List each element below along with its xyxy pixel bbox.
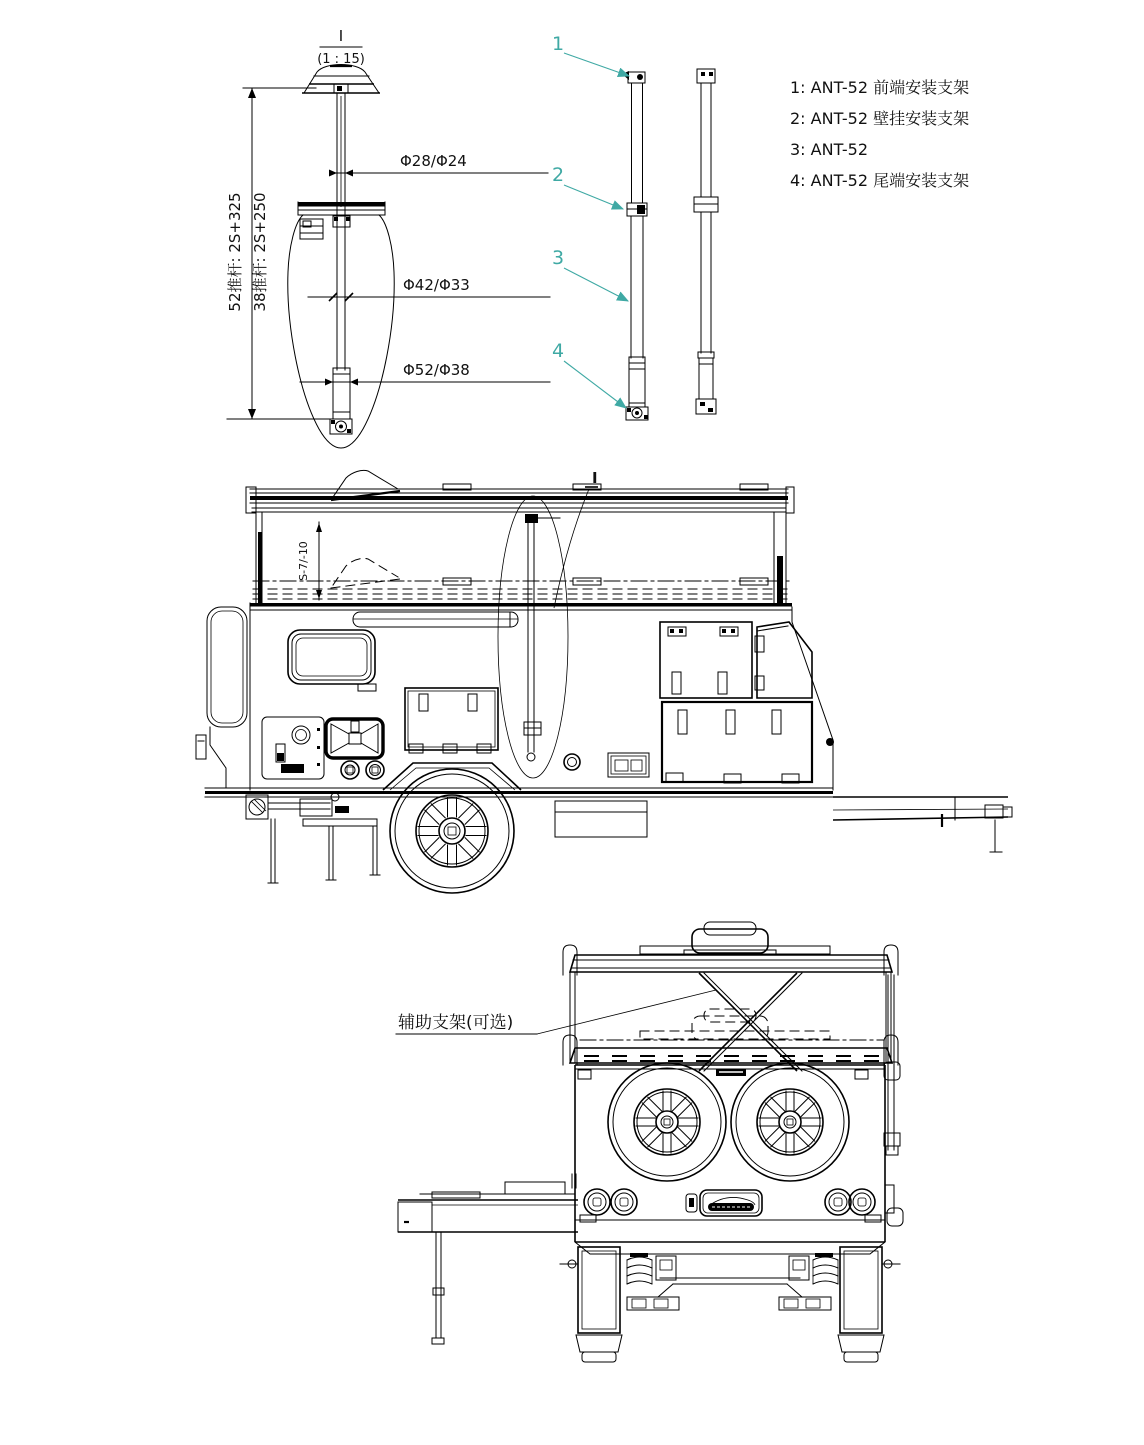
diameter-dimension-top: [329, 152, 548, 177]
callout-1: 1: [551, 33, 565, 55]
callout-2: 2: [551, 164, 565, 186]
legend-item-2: 2: ANT-52 壁挂安装支架: [790, 109, 970, 128]
legend-item-3: 3: ANT-52: [790, 140, 869, 159]
mast-52-dimension: 52推杆: 2S+325: [226, 192, 244, 312]
antenna-pole-side-elevation: [694, 69, 718, 414]
lowered-roof-ghost: [570, 1009, 892, 1063]
callout-leaders: [552, 33, 629, 408]
roof-rail-section: [298, 202, 385, 215]
legend-item-4: 4: ANT-52 尾端安装支架: [790, 171, 970, 190]
mast-length-dimension: [226, 88, 330, 419]
awning-tube: [353, 612, 518, 627]
trailer-side-view: [196, 469, 1012, 893]
vent-grille: [608, 753, 649, 777]
detail-view-antenna-section: [226, 27, 550, 448]
detail-view-scale: (1 : 15): [317, 52, 365, 67]
rear-view-drawbar: [398, 1174, 578, 1344]
dia-middle-label: Φ42/Φ33: [403, 276, 470, 294]
detail-view-label: I: [338, 27, 344, 45]
dia-top-label: Φ28/Φ24: [400, 152, 467, 170]
rear-compartment-doors: [660, 622, 834, 783]
callout-4: 4: [551, 340, 565, 362]
top-hatch-door: [405, 688, 498, 753]
utility-panel: [262, 717, 324, 779]
speaker-horn: [326, 719, 383, 758]
mounted-antenna-side: [498, 469, 598, 778]
diameter-dimension-middle: [308, 276, 550, 301]
underbody-box: [555, 801, 647, 837]
rear-roof: [570, 922, 892, 972]
parts-legend: [790, 78, 969, 190]
front-storage-tank: [196, 607, 247, 788]
antenna-mast-rod: [330, 93, 352, 434]
side-window: [288, 630, 376, 691]
antenna-dome-cap-icon: [302, 65, 380, 94]
spare-wheel-right: [731, 1063, 849, 1181]
front-jack-and-legs: [246, 793, 380, 883]
roof-lift-dim-label: S-7/-10: [297, 541, 310, 581]
callout-3: 3: [551, 247, 565, 269]
trailer-rear-view: [396, 922, 903, 1362]
dia-bottom-label: Φ52/Φ38: [403, 361, 470, 379]
mast-38-dimension: 38推杆: 2S+250: [251, 192, 269, 312]
closed-roof-ghost: [253, 558, 790, 599]
roof-lift-struts: [256, 512, 786, 606]
aux-bracket-label: 辅助支架(可选): [398, 1013, 514, 1033]
section-label: I: [592, 469, 598, 487]
fairing-body-outline: [288, 215, 394, 448]
stabilizer-legs: [560, 1247, 900, 1362]
side-wheel: [383, 763, 521, 893]
suspension-assembly: [627, 1253, 838, 1310]
legend-item-1: 1: ANT-52 前端安装支架: [790, 78, 970, 97]
rear-drawbar: [833, 797, 1012, 852]
aux-bracket-callout: [396, 990, 716, 1034]
roof-vent-housing: [692, 929, 768, 953]
antenna-pole-front-elevation: [622, 71, 648, 420]
brand-badge: [686, 1190, 762, 1216]
roof-lift-dimension: [297, 522, 322, 600]
spare-wheel-left: [608, 1063, 726, 1181]
